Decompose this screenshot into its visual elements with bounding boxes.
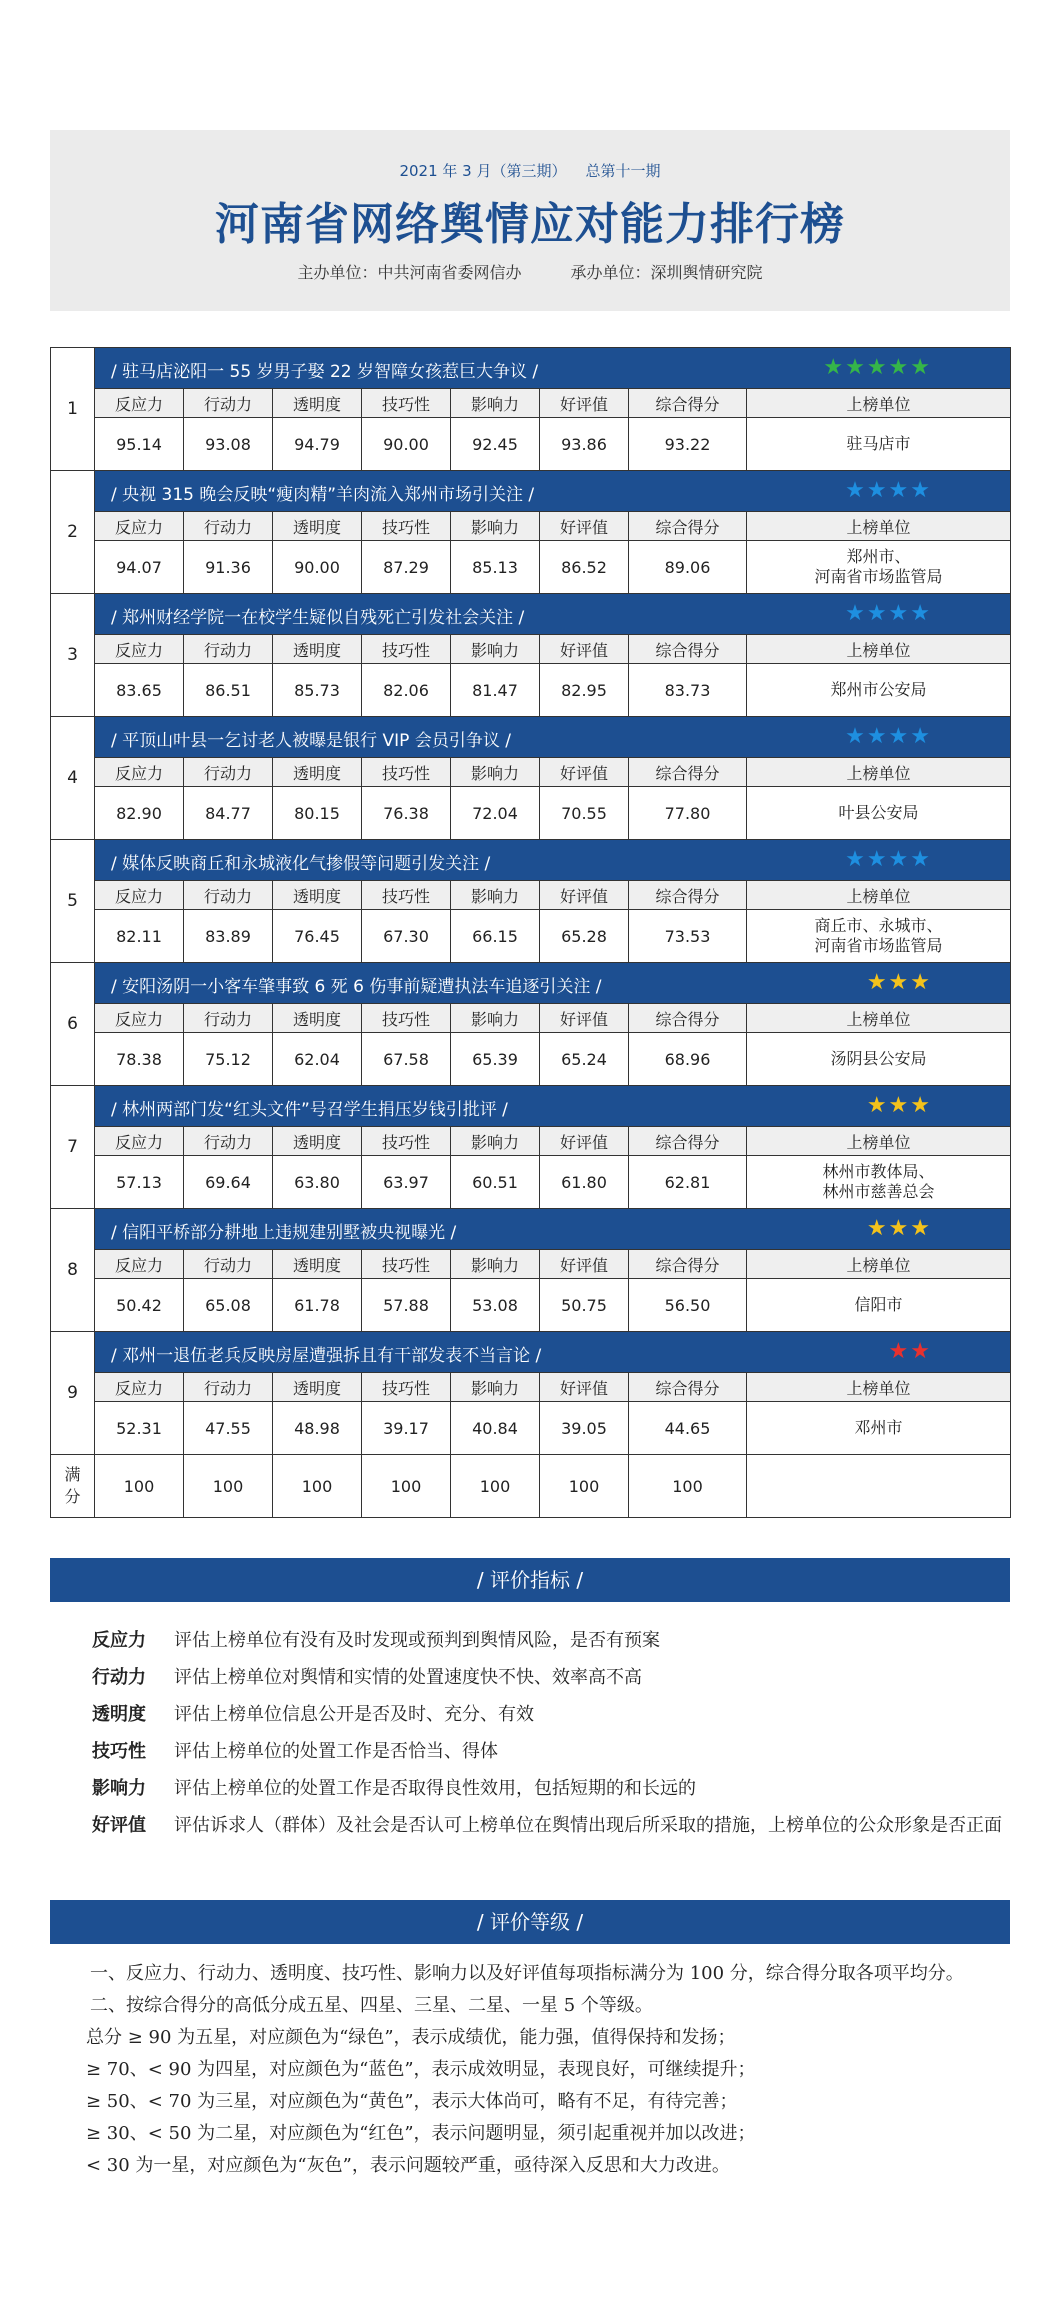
column-header: 上榜单位	[747, 1373, 1011, 1402]
organizer-unit: 承办单位：深圳舆情研究院	[570, 263, 763, 282]
listed-unit: 驻马店市	[747, 418, 1011, 471]
grade-level-5: 总分 ≥ 90 为五星，对应颜色为“绿色”，表示成绩优，能力强，值得保持和发扬；	[86, 2027, 736, 2048]
column-header: 上榜单位	[747, 881, 1011, 910]
score-cell: 83.73	[629, 664, 747, 717]
score-cell: 76.38	[362, 787, 451, 840]
score-cell: 92.45	[451, 418, 540, 471]
star-rating-icon: ★★★	[866, 970, 932, 995]
score-cell: 39.17	[362, 1402, 451, 1455]
event-title: / 林州两部门发“红头文件”号召学生捐压岁钱引批评 /	[111, 1100, 508, 1120]
rank-number: 2	[51, 471, 95, 594]
score-row	[51, 418, 1011, 471]
column-header: 上榜单位	[747, 512, 1011, 541]
score-cell: 57.13	[95, 1156, 184, 1209]
score-cell: 65.24	[540, 1033, 629, 1086]
organizers	[50, 260, 1010, 283]
score-row	[51, 541, 1011, 594]
full-score-label: 满 分	[51, 1455, 95, 1518]
grade-level-2: ≥ 30、< 50 为二星，对应颜色为“红色”，表示问题明显，须引起重视并加以改进；	[86, 2123, 756, 2144]
score-cell: 90.00	[273, 541, 362, 594]
score-cell: 40.84	[451, 1402, 540, 1455]
score-row	[51, 1156, 1011, 1209]
column-header: 反应力	[95, 1373, 184, 1402]
column-header: 上榜单位	[747, 1250, 1011, 1279]
event-title: / 驻马店泌阳一 55 岁男子娶 22 岁智障女孩惹巨大争议 /	[111, 362, 539, 382]
score-cell: 82.90	[95, 787, 184, 840]
column-header: 综合得分	[629, 1250, 747, 1279]
score-cell: 83.65	[95, 664, 184, 717]
column-header: 透明度	[273, 1004, 362, 1033]
column-header: 行动力	[184, 512, 273, 541]
column-header: 反应力	[95, 1250, 184, 1279]
full-score-cell: 100	[362, 1455, 451, 1518]
score-cell: 73.53	[629, 910, 747, 963]
column-header: 影响力	[451, 512, 540, 541]
event-row	[51, 1332, 1011, 1373]
column-header: 好评值	[540, 1127, 629, 1156]
grade-level-1: < 30 为一星，对应颜色为“灰色”，表示问题较严重，亟待深入反思和大力改进。	[86, 2155, 730, 2176]
score-cell: 82.95	[540, 664, 629, 717]
star-rating-icon: ★★	[888, 1339, 932, 1364]
rank-number: 7	[51, 1086, 95, 1209]
score-cell: 77.80	[629, 787, 747, 840]
column-header-row	[51, 1250, 1011, 1279]
column-header: 综合得分	[629, 512, 747, 541]
score-cell: 76.45	[273, 910, 362, 963]
event-title: / 郑州财经学院一在校学生疑似自残死亡引发社会关注 /	[111, 608, 525, 628]
score-cell: 90.00	[362, 418, 451, 471]
star-rating-icon: ★★★★	[845, 847, 932, 872]
score-cell: 65.08	[184, 1279, 273, 1332]
column-header: 透明度	[273, 635, 362, 664]
listed-unit: 叶县公安局	[747, 787, 1011, 840]
column-header-row	[51, 1127, 1011, 1156]
score-cell: 61.80	[540, 1156, 629, 1209]
column-header: 行动力	[184, 389, 273, 418]
event-title: / 安阳汤阴一小客车肇事致 6 死 6 伤事前疑遭执法车追逐引关注 /	[111, 977, 602, 997]
criterion-name: 影响力	[92, 1778, 146, 1799]
score-cell: 91.36	[184, 541, 273, 594]
full-score-cell: 100	[95, 1455, 184, 1518]
score-cell: 93.22	[629, 418, 747, 471]
column-header: 反应力	[95, 512, 184, 541]
column-header: 综合得分	[629, 1373, 747, 1402]
criterion-name: 行动力	[92, 1667, 146, 1688]
column-header: 反应力	[95, 1127, 184, 1156]
column-header: 技巧性	[362, 758, 451, 787]
column-header: 行动力	[184, 1373, 273, 1402]
event-cell	[95, 594, 1011, 635]
event-cell	[95, 840, 1011, 881]
column-header: 综合得分	[629, 758, 747, 787]
listed-unit: 汤阴县公安局	[747, 1033, 1011, 1086]
criteria-list	[50, 1622, 1010, 1841]
listed-unit: 商丘市、永城市、 河南省市场监管局	[747, 910, 1011, 963]
column-header: 上榜单位	[747, 1004, 1011, 1033]
column-header: 行动力	[184, 758, 273, 787]
event-cell	[95, 717, 1011, 758]
column-header: 好评值	[540, 635, 629, 664]
rank-number: 5	[51, 840, 95, 963]
score-cell: 89.06	[629, 541, 747, 594]
criterion-item	[50, 1811, 1010, 1841]
full-score-cell: 100	[540, 1455, 629, 1518]
score-cell: 63.97	[362, 1156, 451, 1209]
score-cell: 65.28	[540, 910, 629, 963]
listed-unit: 邓州市	[747, 1402, 1011, 1455]
column-header: 技巧性	[362, 389, 451, 418]
listed-unit: 林州市教体局、 林州市慈善总会	[747, 1156, 1011, 1209]
column-header: 影响力	[451, 881, 540, 910]
column-header-row	[51, 635, 1011, 664]
column-header: 综合得分	[629, 389, 747, 418]
criterion-desc: 评估上榜单位的处置工作是否取得良性效用，包括短期的和长远的	[174, 1778, 696, 1799]
grade-rules	[50, 1958, 1010, 2182]
score-cell: 63.80	[273, 1156, 362, 1209]
score-cell: 86.51	[184, 664, 273, 717]
criterion-desc: 评估上榜单位对舆情和实情的处置速度快不快、效率高不高	[174, 1667, 642, 1688]
criterion-desc: 评估上榜单位的处置工作是否恰当、得体	[174, 1741, 498, 1762]
score-cell: 61.78	[273, 1279, 362, 1332]
column-header: 综合得分	[629, 1004, 747, 1033]
empty-cell	[747, 1455, 1011, 1518]
column-header: 好评值	[540, 512, 629, 541]
column-header: 行动力	[184, 1127, 273, 1156]
column-header: 透明度	[273, 1127, 362, 1156]
score-cell: 39.05	[540, 1402, 629, 1455]
score-row	[51, 1279, 1011, 1332]
event-row	[51, 963, 1011, 1004]
event-row	[51, 840, 1011, 881]
full-score-cell: 100	[273, 1455, 362, 1518]
page-title: 河南省网络舆情应对能力排行榜	[215, 199, 845, 250]
score-cell: 60.51	[451, 1156, 540, 1209]
event-row	[51, 471, 1011, 512]
criterion-name: 反应力	[92, 1630, 146, 1651]
criterion-name: 好评值	[92, 1815, 146, 1836]
event-title: / 信阳平桥部分耕地上违规建别墅被央视曝光 /	[111, 1223, 457, 1243]
column-header: 技巧性	[362, 881, 451, 910]
column-header: 行动力	[184, 635, 273, 664]
event-cell	[95, 348, 1011, 389]
score-cell: 85.73	[273, 664, 362, 717]
criterion-name: 透明度	[92, 1704, 146, 1725]
score-cell: 50.42	[95, 1279, 184, 1332]
column-header: 透明度	[273, 758, 362, 787]
event-row	[51, 1209, 1011, 1250]
star-rating-icon: ★★★★	[845, 601, 932, 626]
event-row	[51, 717, 1011, 758]
grade-rule-1: 一、反应力、行动力、透明度、技巧性、影响力以及好评值每项指标满分为 100 分，综合得分取各项平均分。	[90, 1963, 964, 1984]
score-cell: 65.39	[451, 1033, 540, 1086]
score-cell: 70.55	[540, 787, 629, 840]
criterion-item	[50, 1622, 1010, 1659]
score-cell: 78.38	[95, 1033, 184, 1086]
column-header: 综合得分	[629, 1127, 747, 1156]
score-cell: 85.13	[451, 541, 540, 594]
column-header: 影响力	[451, 1127, 540, 1156]
column-header: 好评值	[540, 389, 629, 418]
column-header: 好评值	[540, 758, 629, 787]
score-cell: 86.52	[540, 541, 629, 594]
score-row	[51, 1033, 1011, 1086]
score-cell: 62.04	[273, 1033, 362, 1086]
host-unit: 主办单位：中共河南省委网信办	[297, 263, 522, 282]
ranking-table	[50, 347, 1011, 1518]
column-header-row	[51, 758, 1011, 787]
score-cell: 66.15	[451, 910, 540, 963]
column-header: 透明度	[273, 881, 362, 910]
score-cell: 48.98	[273, 1402, 362, 1455]
score-cell: 57.88	[362, 1279, 451, 1332]
score-cell: 82.11	[95, 910, 184, 963]
score-cell: 75.12	[184, 1033, 273, 1086]
column-header: 透明度	[273, 512, 362, 541]
rank-number: 6	[51, 963, 95, 1086]
column-header: 反应力	[95, 389, 184, 418]
score-cell: 53.08	[451, 1279, 540, 1332]
column-header: 综合得分	[629, 635, 747, 664]
column-header: 好评值	[540, 881, 629, 910]
score-cell: 82.06	[362, 664, 451, 717]
score-cell: 94.79	[273, 418, 362, 471]
score-cell: 95.14	[95, 418, 184, 471]
grade-rule-2: 二、按综合得分的高低分成五星、四星、三星、二星、一星 5 个等级。	[90, 1995, 653, 2016]
score-cell: 84.77	[184, 787, 273, 840]
column-header: 技巧性	[362, 635, 451, 664]
score-cell: 69.64	[184, 1156, 273, 1209]
full-score-cell: 100	[629, 1455, 747, 1518]
star-rating-icon: ★★★	[866, 1093, 932, 1118]
rank-number: 1	[51, 348, 95, 471]
full-score-cell: 100	[451, 1455, 540, 1518]
criterion-desc: 评估上榜单位有没有及时发现或预判到舆情风险，是否有预案	[174, 1630, 660, 1651]
rank-number: 4	[51, 717, 95, 840]
column-header: 行动力	[184, 881, 273, 910]
star-rating-icon: ★★★★	[845, 724, 932, 749]
event-row	[51, 1086, 1011, 1127]
criterion-item	[50, 1733, 1010, 1770]
column-header: 综合得分	[629, 881, 747, 910]
column-header: 技巧性	[362, 1250, 451, 1279]
listed-unit: 郑州市公安局	[747, 664, 1011, 717]
column-header: 技巧性	[362, 1127, 451, 1156]
column-header: 好评值	[540, 1250, 629, 1279]
column-header: 影响力	[451, 1373, 540, 1402]
column-header: 上榜单位	[747, 758, 1011, 787]
score-cell: 67.58	[362, 1033, 451, 1086]
score-row	[51, 664, 1011, 717]
event-cell	[95, 1332, 1011, 1373]
column-header: 影响力	[451, 1004, 540, 1033]
column-header-row	[51, 1004, 1011, 1033]
column-header: 透明度	[273, 1373, 362, 1402]
score-cell: 67.30	[362, 910, 451, 963]
listed-unit: 郑州市、 河南省市场监管局	[747, 541, 1011, 594]
column-header-row	[51, 1373, 1011, 1402]
event-cell	[95, 471, 1011, 512]
column-header: 技巧性	[362, 512, 451, 541]
column-header: 反应力	[95, 1004, 184, 1033]
criterion-item	[50, 1659, 1010, 1696]
event-title: / 央视 315 晚会反映“瘦肉精”羊肉流入郑州市场引关注 /	[111, 485, 535, 505]
criterion-name: 技巧性	[92, 1741, 146, 1762]
criterion-item	[50, 1770, 1010, 1807]
issue-line: 2021 年 3 月（第三期） 总第十一期	[399, 162, 661, 180]
score-cell: 83.89	[184, 910, 273, 963]
column-header: 反应力	[95, 881, 184, 910]
column-header: 行动力	[184, 1250, 273, 1279]
grade-level-4: ≥ 70、< 90 为四星，对应颜色为“蓝色”，表示成效明显，表现良好，可继续提升；	[86, 2059, 756, 2080]
score-cell: 93.08	[184, 418, 273, 471]
star-rating-icon: ★★★	[866, 1216, 932, 1241]
criterion-desc: 评估诉求人（群体）及社会是否认可上榜单位在舆情出现后所采取的措施，上榜单位的公众形象是否正面	[174, 1815, 1002, 1836]
score-cell: 81.47	[451, 664, 540, 717]
score-cell: 44.65	[629, 1402, 747, 1455]
column-header: 透明度	[273, 1250, 362, 1279]
event-row	[51, 348, 1011, 389]
column-header: 行动力	[184, 1004, 273, 1033]
star-rating-icon: ★★★★★	[823, 355, 932, 380]
score-cell: 93.86	[540, 418, 629, 471]
event-title: / 媒体反映商丘和永城液化气掺假等问题引发关注 /	[111, 854, 491, 874]
criteria-section-title: / 评价指标 /	[50, 1558, 1010, 1602]
column-header: 影响力	[451, 635, 540, 664]
score-cell: 62.81	[629, 1156, 747, 1209]
score-cell: 94.07	[95, 541, 184, 594]
column-header: 好评值	[540, 1373, 629, 1402]
rank-number: 3	[51, 594, 95, 717]
score-cell: 80.15	[273, 787, 362, 840]
full-score-cell: 100	[184, 1455, 273, 1518]
score-row	[51, 787, 1011, 840]
column-header: 影响力	[451, 758, 540, 787]
score-cell: 52.31	[95, 1402, 184, 1455]
column-header: 反应力	[95, 758, 184, 787]
event-row	[51, 594, 1011, 635]
rank-number: 8	[51, 1209, 95, 1332]
listed-unit: 信阳市	[747, 1279, 1011, 1332]
event-cell	[95, 963, 1011, 1004]
score-cell: 50.75	[540, 1279, 629, 1332]
column-header: 好评值	[540, 1004, 629, 1033]
rank-number: 9	[51, 1332, 95, 1455]
criterion-item	[50, 1696, 1010, 1733]
event-cell	[95, 1086, 1011, 1127]
column-header-row	[51, 881, 1011, 910]
event-title: / 平顶山叶县一乞讨老人被曝是银行 VIP 会员引争议 /	[111, 731, 511, 751]
column-header-row	[51, 512, 1011, 541]
full-score-row	[51, 1455, 1011, 1518]
score-cell: 56.50	[629, 1279, 747, 1332]
column-header: 透明度	[273, 389, 362, 418]
column-header: 反应力	[95, 635, 184, 664]
score-row	[51, 1402, 1011, 1455]
column-header-row	[51, 389, 1011, 418]
column-header: 上榜单位	[747, 635, 1011, 664]
report-header	[50, 130, 1010, 311]
criterion-desc: 评估上榜单位信息公开是否及时、充分、有效	[174, 1704, 534, 1725]
event-title: / 邓州一退伍老兵反映房屋遭强拆且有干部发表不当言论 /	[111, 1346, 542, 1366]
grade-level-3: ≥ 50、< 70 为三星，对应颜色为“黄色”，表示大体尚可，略有不足，有待完善；	[86, 2091, 738, 2112]
event-cell	[95, 1209, 1011, 1250]
column-header: 技巧性	[362, 1004, 451, 1033]
score-cell: 68.96	[629, 1033, 747, 1086]
column-header: 上榜单位	[747, 389, 1011, 418]
column-header: 影响力	[451, 1250, 540, 1279]
star-rating-icon: ★★★★	[845, 478, 932, 503]
score-cell: 47.55	[184, 1402, 273, 1455]
column-header: 技巧性	[362, 1373, 451, 1402]
column-header: 上榜单位	[747, 1127, 1011, 1156]
column-header: 影响力	[451, 389, 540, 418]
score-cell: 72.04	[451, 787, 540, 840]
grade-section-title: / 评价等级 /	[50, 1900, 1010, 1944]
score-cell: 87.29	[362, 541, 451, 594]
score-row	[51, 910, 1011, 963]
